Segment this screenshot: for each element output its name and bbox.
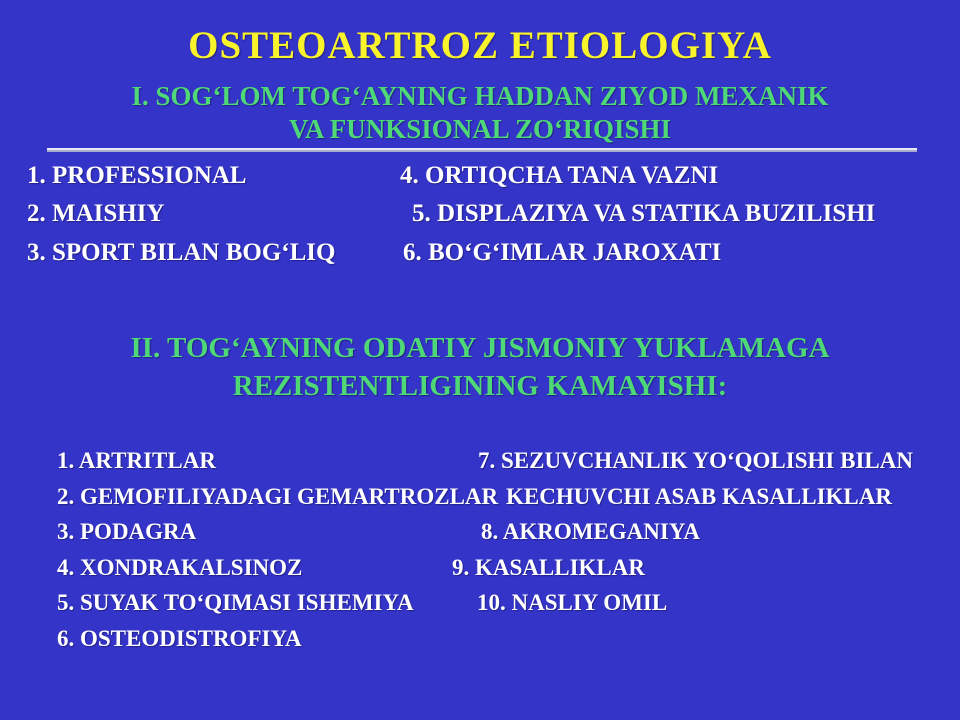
list-item: 7. SEZUVCHANLIK YO‘QOLISHI BILAN (478, 448, 913, 473)
section2-heading-line1: II. TOG‘AYNING ODATIY JISMONIY YUKLAMAGA (130, 332, 830, 364)
list-item: 4. XONDRAKALSINOZ (57, 555, 303, 580)
list-item: 1. ARTRITLAR (57, 448, 216, 473)
slide-title: OSTEOARTROZ ETIOLOGIYA (188, 24, 772, 67)
list-item: 4. ORTIQCHA TANA VAZNI (400, 162, 719, 189)
list-item: 1. PROFESSIONAL (27, 162, 247, 189)
list-item: 10. NASLIY OMIL (477, 590, 668, 615)
section2-heading-line2: REZISTENTLIGINING KAMAYISHI: (232, 370, 728, 402)
list-item: 9. KASALLIKLAR (452, 555, 645, 580)
list-item: 2. MAISHIY (27, 200, 165, 227)
list-item: 6. OSTEODISTROFIYA (57, 626, 302, 651)
list-item: 3. SPORT BILAN BOG‘LIQ (27, 239, 336, 266)
list-item: 2. GEMOFILIYADAGI GEMARTROZLAR (57, 484, 499, 509)
section1-heading-line1: I. SOG‘LOM TOG‘AYNING HADDAN ZIYOD MEXANIK (131, 81, 829, 111)
section2-heading (0, 329, 960, 405)
list-item: 5. SUYAK TO‘QIMASI ISHEMIYA (57, 590, 414, 615)
list-item: 5. DISPLAZIYA VA STATIKA BUZILISHI (412, 200, 876, 227)
section1-heading-line2: VA FUNKSIONAL ZO‘RIQISHI (288, 114, 672, 144)
heading-divider (47, 148, 917, 152)
list-item: 6. BO‘G‘IMLAR JAROXATI (403, 239, 722, 266)
list-item: 8. AKROMEGANIYA (481, 519, 700, 544)
section1-heading (0, 80, 960, 146)
list-item: KECHUVCHI ASAB KASALLIKLAR (506, 484, 892, 509)
list-item: 3. PODAGRA (57, 519, 197, 544)
